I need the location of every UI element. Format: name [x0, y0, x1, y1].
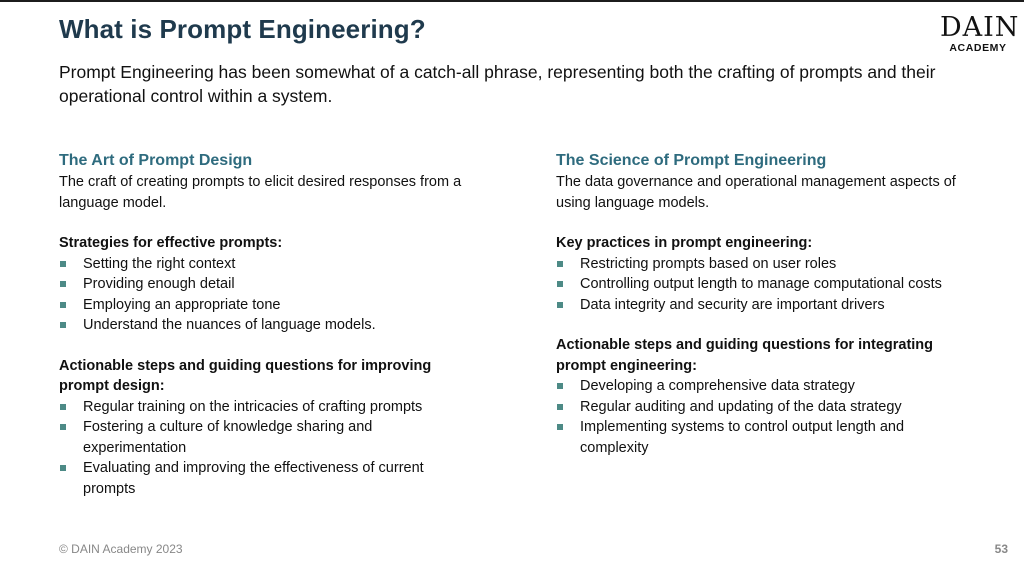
right-practices-heading: Key practices in prompt engineering:	[556, 235, 813, 251]
list-item: Data integrity and security are important drivers	[556, 295, 966, 316]
slide-title: What is Prompt Engineering?	[59, 14, 426, 44]
list-item: Restricting prompts based on user roles	[556, 254, 966, 275]
list-item: Implementing systems to control output length and complexity	[556, 417, 966, 458]
dain-academy-logo	[940, 12, 1020, 54]
list-item: Regular auditing and updating of the data strategy	[556, 397, 966, 418]
left-strategies-heading: Strategies for effective prompts:	[59, 235, 283, 251]
list-item: Controlling output length to manage computational costs	[556, 274, 966, 295]
list-item: Fostering a culture of knowledge sharing and experimentation	[59, 417, 479, 458]
right-actionable-heading: Actionable steps and guiding questions for integrating prompt engineering:	[556, 337, 934, 374]
right-practices-list	[556, 254, 966, 316]
list-item: Employing an appropriate tone	[59, 295, 479, 316]
list-item: Developing a comprehensive data strategy	[556, 376, 966, 397]
top-border	[0, 0, 1024, 2]
intro-paragraph: Prompt Engineering has been somewhat of a catch-all phrase, representing both the crafting of prompts and their operational control within a system.	[59, 62, 936, 106]
right-column-title: The Science of Prompt Engineering	[556, 152, 827, 169]
left-column-title: The Art of Prompt Design	[59, 152, 253, 169]
left-strategies-list	[59, 254, 479, 336]
art-of-prompt-design-column	[59, 150, 479, 499]
logo-mark: DAIN	[940, 12, 1020, 43]
science-of-prompt-engineering-column	[556, 150, 966, 458]
copyright-footer: © DAIN Academy 2023	[59, 542, 183, 556]
list-item: Evaluating and improving the effectiveness of current prompts	[59, 458, 479, 499]
right-column-description: The data governance and operational management aspects of using language models.	[556, 174, 956, 211]
right-actionable-list	[556, 376, 966, 458]
list-item: Regular training on the intricacies of crafting prompts	[59, 397, 479, 418]
left-actionable-heading: Actionable steps and guiding questions for improving prompt design:	[59, 357, 432, 394]
list-item: Providing enough detail	[59, 274, 479, 295]
left-column-description: The craft of creating prompts to elicit desired responses from a language model.	[59, 174, 462, 211]
left-actionable-list	[59, 397, 479, 500]
page-number: 53	[994, 542, 1008, 556]
logo-subtitle: ACADEMY	[949, 42, 1007, 54]
list-item: Setting the right context	[59, 254, 479, 275]
list-item: Understand the nuances of language models.	[59, 315, 479, 336]
